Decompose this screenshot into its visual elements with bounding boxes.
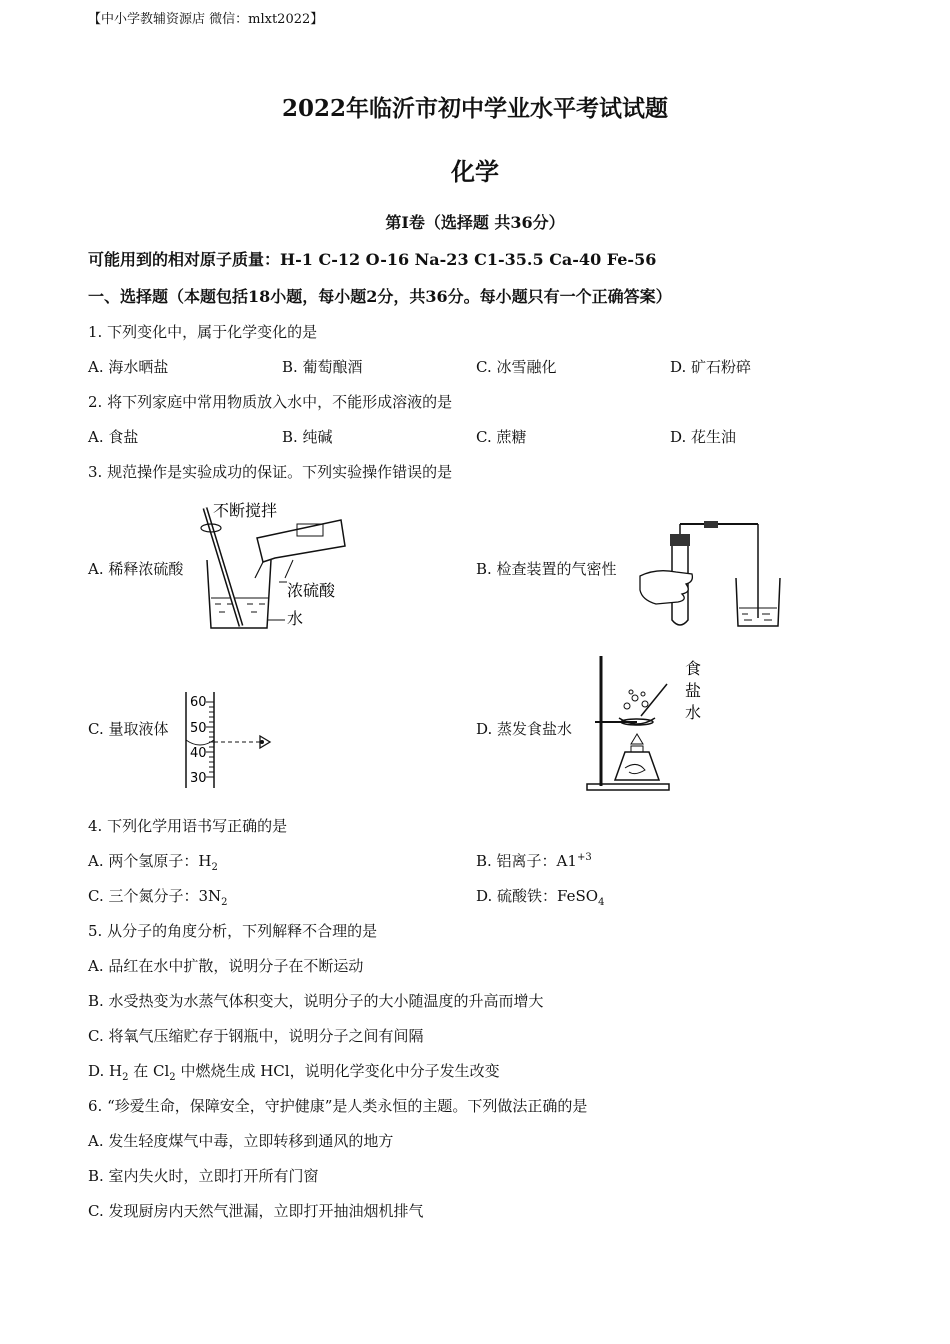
q5-option-a: A. 品红在水中扩散，说明分子在不断运动 — [88, 957, 364, 975]
q5-option-c: C. 将氧气压缩贮存于钢瓶中，说明分子之间有间隔 — [88, 1027, 424, 1045]
q3-option-c: C. 量取液体 — [88, 720, 169, 738]
q4-option-b: B. 铝离子：$A1^{+3}$ — [476, 852, 592, 870]
q1-option-b: B. 葡萄酿酒 — [282, 358, 363, 376]
q5-option-d: D. $H_2$ 在 $Cl_2$ 中燃烧生成 HCl，说明化学变化中分子发生改变 — [88, 1062, 500, 1083]
q2-option-c: C. 蔗糖 — [476, 428, 527, 446]
q6-stem: 6. “珍爱生命，保障安全，守护健康”是人类永恒的主题。下列做法正确的是 — [88, 1097, 588, 1115]
q6-option-b: B. 室内失火时，立即打开所有门窗 — [88, 1167, 319, 1185]
page-header: 【中小学教辅资源店 微信：mlxt2022】 — [88, 12, 324, 27]
q1-option-d: D. 矿石粉碎 — [670, 358, 752, 376]
q2-option-d: D. 花生油 — [670, 428, 737, 446]
q2-option-b: B. 纯碱 — [282, 428, 333, 446]
q3-stem: 3. 规范操作是实验成功的保证。下列实验操作错误的是 — [88, 463, 453, 481]
label-yan: 盐 — [685, 681, 702, 700]
q1-option-c: C. 冰雪融化 — [476, 358, 557, 376]
tick-60: 60 — [190, 695, 207, 710]
section-heading: 一、选择题（本题包括18小题，每小题2分，共36分。每小题只有一个正确答案） — [88, 287, 672, 306]
q4-option-c: C. 三个氮分子：$3N_2$ — [88, 887, 228, 908]
q2-option-a: A. 食盐 — [88, 428, 139, 446]
q1-option-a: A. 海水晒盐 — [88, 358, 169, 376]
figure-airtightness — [636, 518, 786, 633]
q5-option-b: B. 水受热变为水蒸气体积变大，说明分子的大小随温度的升高而增大 — [88, 992, 544, 1010]
label-stir: 不断搅拌 — [213, 501, 278, 520]
tick-30: 30 — [190, 771, 207, 786]
q5-stem: 5. 从分子的角度分析，下列解释不合理的是 — [88, 922, 378, 940]
q2-stem: 2. 将下列家庭中常用物质放入水中，不能形成溶液的是 — [88, 393, 453, 411]
exam-title: 2022年临沂市初中学业水平考试试题 — [281, 95, 668, 122]
part-heading: 第I卷（选择题 共36分） — [385, 213, 565, 232]
tick-50: 50 — [190, 721, 207, 736]
q6-option-c: C. 发现厨房内天然气泄漏，立即打开抽油烟机排气 — [88, 1202, 424, 1220]
q1-stem: 1. 下列变化中，属于化学变化的是 — [88, 323, 318, 341]
atomic-masses: 可能用到的相对原子质量：H-1 C-12 O-16 Na-23 C1-35.5 Ca-40 Fe-56 — [88, 250, 657, 269]
q3-option-b: B. 检查装置的气密性 — [476, 560, 617, 578]
q6-option-a: A. 发生轻度煤气中毒，立即转移到通风的地方 — [88, 1132, 394, 1150]
q4-stem: 4. 下列化学用语书写正确的是 — [88, 817, 288, 835]
figure-dilute-acid — [195, 498, 355, 638]
label-shi: 食 — [685, 659, 702, 678]
label-conc-acid: 浓硫酸 — [287, 581, 336, 600]
q4-option-d: D. 硫酸铁：FeSO$_4$ — [476, 887, 605, 908]
figure-cylinder — [178, 690, 278, 790]
q4-option-a: A. 两个氢原子：$H_2$ — [88, 852, 218, 873]
tick-40: 40 — [190, 746, 207, 761]
subject-title: 化学 — [451, 157, 499, 186]
label-shui: 水 — [685, 703, 702, 722]
q3-option-a: A. 稀释浓硫酸 — [88, 560, 184, 578]
label-water: 水 — [287, 609, 304, 628]
figure-evaporation — [585, 652, 715, 794]
q3-option-d: D. 蒸发食盐水 — [476, 720, 573, 738]
